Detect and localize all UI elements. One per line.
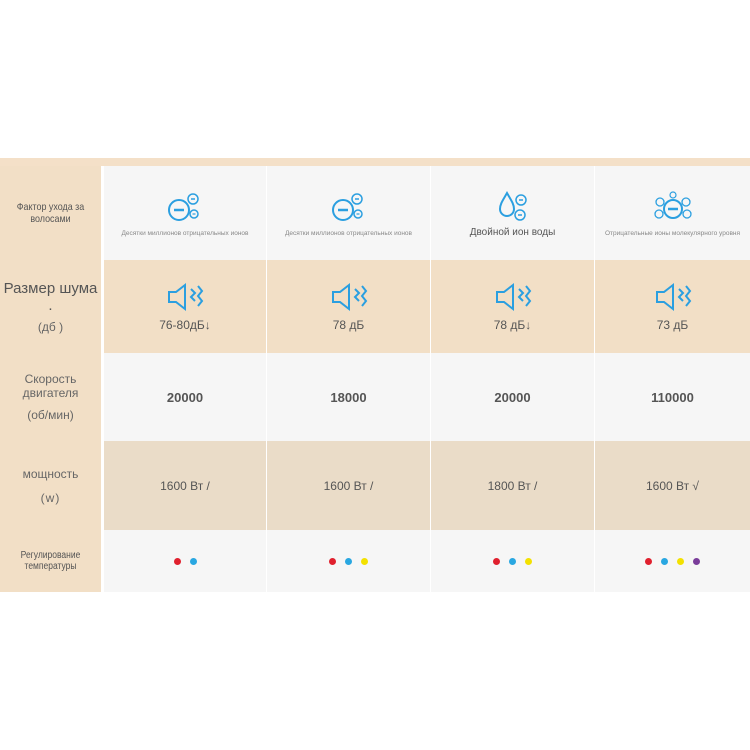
noise-value: 76-80дБ↓ [159, 317, 211, 332]
comparison-table [0, 158, 750, 592]
temperature-dot [693, 558, 700, 565]
temperature-dots [329, 558, 368, 565]
row-label [0, 441, 101, 530]
hair-care-cell-4 [594, 166, 750, 260]
temperature-dot [174, 558, 181, 565]
motor-cell-4 [594, 353, 750, 441]
noise-value: 78 дБ↓ [493, 317, 532, 332]
temperature-dot [661, 558, 668, 565]
hair-care-label: Фактор ухода за волосами [16, 201, 85, 225]
hair-care-text: Десятки миллионов отрицательных ионов [121, 229, 249, 237]
temperature-label: Регулирование температуры [20, 550, 81, 572]
noise-cell-2 [266, 260, 430, 353]
motor-cell-2 [266, 353, 430, 441]
hair-care-cell-3 [430, 166, 594, 260]
temperature-dot [329, 558, 336, 565]
temperature-dot [190, 558, 197, 565]
water-ion-icon [493, 189, 533, 223]
motor-label-line2: (об/мин) [27, 408, 74, 422]
noise-cell-4 [594, 260, 750, 353]
speaker-noise-icon [165, 282, 205, 312]
speaker-noise-icon [653, 282, 693, 312]
table-top-strip [0, 158, 750, 166]
noise-value: 78 дБ [332, 317, 365, 332]
power-value: 1600 Вт / [323, 478, 374, 493]
temperature-dots [645, 558, 700, 565]
negative-ion-icon [329, 190, 369, 224]
power-value: 1600 Вт √ [645, 478, 700, 493]
power-value: 1800 Вт / [487, 478, 538, 493]
power-label-line1: мощность [22, 466, 79, 481]
motor-value: 20000 [166, 389, 204, 405]
temperature-dot [493, 558, 500, 565]
temperature-cell-3 [430, 530, 594, 592]
motor-value: 20000 [494, 389, 531, 405]
power-value: 1600 Вт / [160, 478, 210, 493]
speaker-noise-icon [329, 282, 369, 312]
hair-care-cell-2 [266, 166, 430, 260]
motor-cell-1 [104, 353, 266, 441]
motor-value: 18000 [330, 389, 367, 405]
temperature-dot [645, 558, 652, 565]
temperature-cell-4 [594, 530, 750, 592]
motor-cell-3 [430, 353, 594, 441]
noise-label-line1: Размер шума . [3, 279, 98, 314]
row-label [0, 260, 101, 353]
temperature-dots [174, 558, 197, 565]
noise-label-line2: (дб ) [37, 319, 64, 334]
hair-care-text: Отрицательные ионы молекулярного уровня [604, 229, 741, 237]
noise-value: 73 дБ [656, 317, 689, 332]
temperature-cell-2 [266, 530, 430, 592]
temperature-dots [493, 558, 532, 565]
hair-care-cell-1 [104, 166, 266, 260]
temperature-cell-1 [104, 530, 266, 592]
row-motor-speed [0, 353, 750, 441]
row-label [0, 530, 101, 592]
row-hair-care [0, 166, 750, 260]
row-label [0, 166, 101, 260]
row-noise [0, 260, 750, 353]
temperature-dot [525, 558, 532, 565]
temperature-dot [361, 558, 368, 565]
motor-label-line1: Скорость двигателя [22, 372, 79, 400]
negative-ion-icon [165, 190, 205, 224]
molecular-ion-icon [650, 190, 696, 224]
speaker-noise-icon [493, 282, 533, 312]
temperature-dot [509, 558, 516, 565]
power-label-line2: (w) [40, 490, 61, 505]
row-label [0, 353, 101, 441]
noise-cell-3 [430, 260, 594, 353]
motor-value: 110000 [651, 389, 694, 405]
noise-cell-1 [104, 260, 266, 353]
row-power [0, 441, 750, 530]
row-temperature [0, 530, 750, 592]
hair-care-text: Десятки миллионов отрицательных ионов [284, 229, 413, 237]
power-cell-2 [266, 441, 430, 530]
power-cell-1 [104, 441, 266, 530]
power-cell-4 [594, 441, 750, 530]
temperature-dot [677, 558, 684, 565]
power-cell-3 [430, 441, 594, 530]
temperature-dot [345, 558, 352, 565]
hair-care-text: Двойной ион воды [469, 226, 556, 238]
